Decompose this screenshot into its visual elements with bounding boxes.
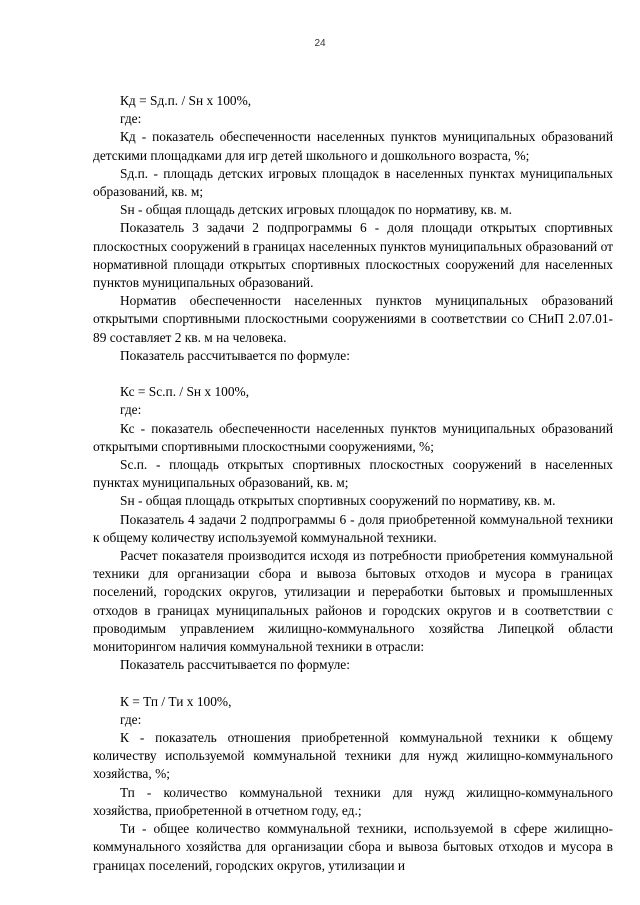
formula-intro: Показатель рассчитывается по формуле:	[120, 657, 350, 673]
spacer	[93, 365, 613, 383]
sn-definition: Sн - общая площадь детских игровых площадок по нормативу, кв. м.	[120, 202, 512, 218]
where-label: где:	[120, 111, 142, 127]
page-body	[93, 92, 613, 875]
scp-definition: Sс.п. - площадь открытых спортивных плоскостных сооружений в населенных пунктах муниципальных образований, кв. м;	[93, 457, 613, 491]
spacer	[93, 674, 613, 692]
kc-definition: Кс - показатель обеспеченности населенных пунктов муниципальных образований открытыми спортивными плоскостными сооружениями, %;	[93, 420, 613, 454]
indicator-4-paragraph: Показатель 4 задачи 2 подпрограммы 6 - доля приобретенной коммунальной техники к общему количеству используемой коммунальной техники.	[93, 511, 613, 545]
where-label: где:	[120, 402, 142, 418]
formula-intro: Показатель рассчитывается по формуле:	[120, 347, 350, 363]
k-definition: К - показатель отношения приобретенной коммунальной техники к общему количеству используемой коммунальной техники для нужд жилищно-коммунального хозяйства, %;	[93, 730, 613, 782]
ti-definition: Ти - общее количество коммунальной техники, используемой в сфере жилищно-коммунального хозяйства для организации сбора и вывоза бытовых отходов и мусора в границах поселений, городских округов, утилизации и	[93, 821, 613, 873]
page-number: 24	[314, 38, 326, 49]
sdp-definition: Sд.п. - площадь детских игровых площадок в населенных пунктах муниципальных образований, кв. м;	[93, 165, 613, 200]
tp-definition: Тп - количество коммунальной техники для нужд жилищно-коммунального хозяйства, приобретенной в отчетном году, ед.;	[93, 784, 613, 818]
indicator-3-paragraph: Показатель 3 задачи 2 подпрограммы 6 - доля площади открытых спортивных плоскостных сооружений в границах населенных пунктов муниципальных образований от нормативной площади открытых спортивных плоскостных сооружений для населенных пунктов муниципальных образований.	[93, 220, 613, 291]
kd-definition: Кд - показатель обеспеченности населенных пунктов муниципальных образований детскими площадками для игр детей школьного и дошкольного возраста, %;	[93, 129, 613, 163]
formula-kd: Кд = Sд.п. / Sн х 100%,	[120, 93, 252, 108]
formula-k: К = Тп / Ти х 100%,	[120, 693, 232, 709]
sn-definition: Sн - общая площадь открытых спортивных сооружений по нормативу, кв. м.	[120, 493, 556, 509]
calculation-paragraph: Расчет показателя производится исходя из потребности приобретения коммунальной техники для организации сбора и вывоза бытовых отходов и мусора в границах поселений, городских округов, утилизации и переработки бытовых и промышленных отходов в границах муниципальных районов и городских округов и в соответствии с проводимым управлением жилищно-коммунального хозяйства Липецкой области мониторингом наличия коммунальной техники в отрасли:	[93, 548, 613, 655]
formula-kc: Кс = Sс.п. / Sн х 100%,	[120, 384, 250, 400]
where-label: где:	[120, 711, 142, 727]
norm-paragraph: Норматив обеспеченности населенных пунктов муниципальных образований открытыми спортивными плоскостными сооружениями в соответствии со СНиП 2.07.01-89 составляет 2 кв. м на человека.	[93, 293, 613, 345]
